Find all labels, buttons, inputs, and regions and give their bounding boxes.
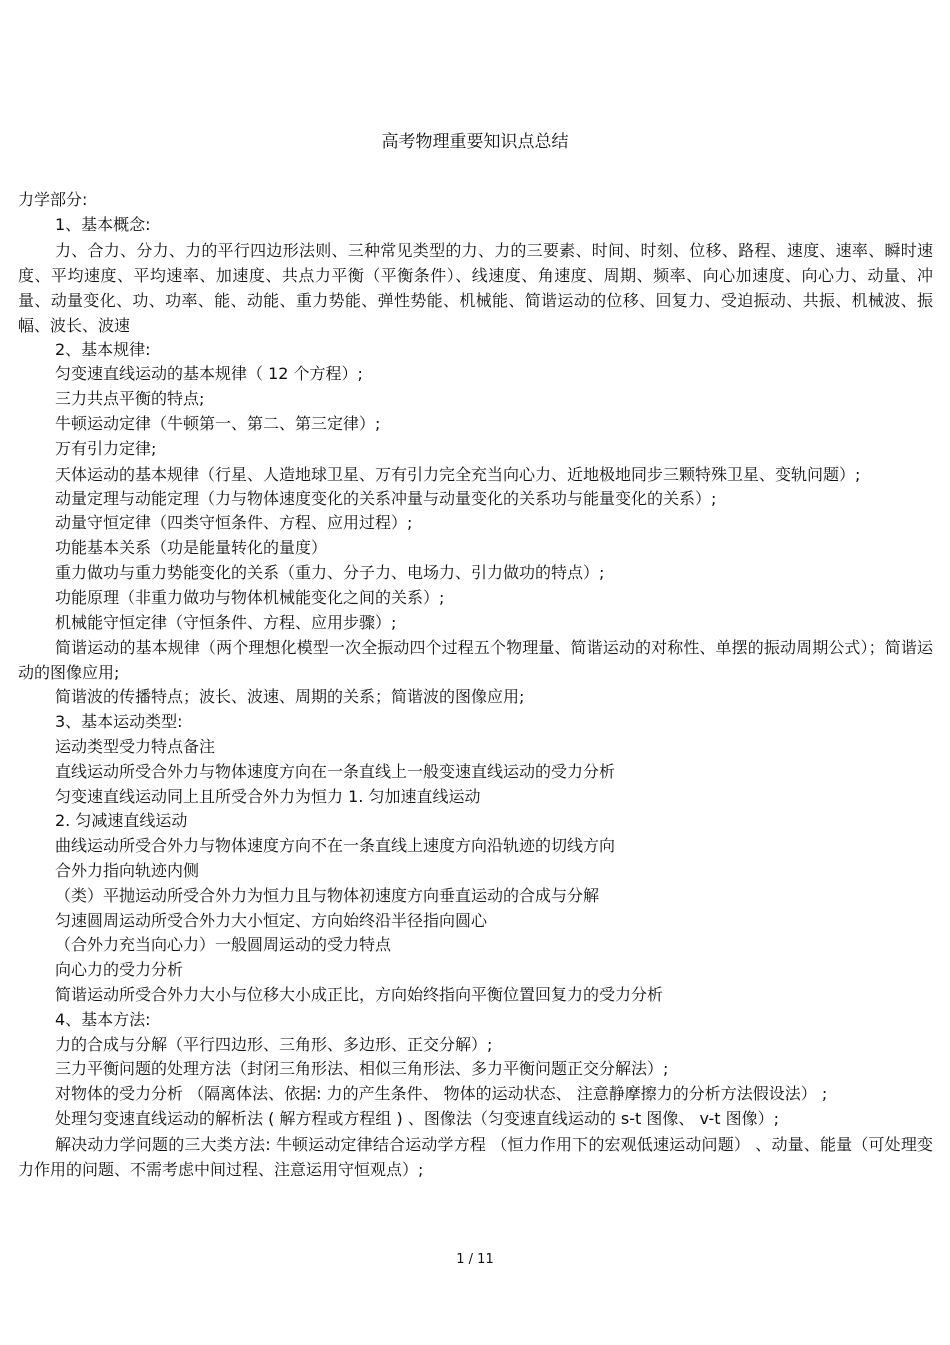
text-line: 匀变速直线运动同上且所受合外力为恒力 1. 匀加速直线运动 <box>55 786 481 806</box>
text-line: 直线运动所受合外力与物体速度方向在一条直线上一般变速直线运动的受力分析 <box>55 761 616 781</box>
text-line: 功能原理（非重力做功与物体机械能变化之间的关系）; <box>55 587 445 607</box>
text-line: （合外力充当向心力）一般圆周运动的受力特点 <box>55 935 392 955</box>
paragraph: 简谐运动的基本规律（两个理想化模型一次全振动四个过程五个物理量、简谐运动的对称性、单摆的振动周期公式）；简谐运动的图像应用; <box>18 638 933 683</box>
text-line: 三力共点平衡的特点; <box>55 389 205 409</box>
page-number: 1 / 11 <box>456 1252 494 1267</box>
text-line: 简谐运动所受合外力大小与位移大小成正比，方向始终指向平衡位置回复力的受力分析 <box>55 984 664 1004</box>
text-line: 重力做功与重力势能变化的关系（重力、分子力、电场力、引力做功的特点）; <box>55 562 605 582</box>
text-line: 4、基本方法: <box>55 1009 151 1029</box>
text-line: 动量定理与动能定理（力与物体速度变化的关系冲量与动量变化的关系功与能量变化的关系）; <box>55 488 717 508</box>
document-title: 高考物理重要知识点总结 <box>381 132 569 152</box>
text-line: 处理匀变速直线运动的解析法 ( 解方程或方程组 ) 、图像法（匀变速直线运动的 s-t 图像、 v-t 图像）; <box>55 1108 780 1128</box>
text-line: 力的合成与分解（平行四边形、三角形、多边形、正交分解）; <box>55 1034 493 1054</box>
text-line: 匀变速直线运动的基本规律（ 12 个方程）; <box>55 364 363 384</box>
text-line: 1、基本概念: <box>55 214 151 234</box>
paragraph: 力、合力、分力、力的平行四边形法则、三种常见类型的力、力的三要素、时间、时刻、位移、路程、速度、速率、瞬时速度、平均速度、平均速率、加速度、共点力平衡（平衡条件）、线速度、角速度、周期、频率、向心加速度、向心力、动量、冲量、动量变化、功、功率、能、动能、重力势能、弹性势能、机械能、简谐运动的位移、回复力、受迫振动、共振、机械波、振幅、波长、波速 <box>18 240 933 335</box>
text-line: （类）平抛运动所受合外力为恒力且与物体初速度方向垂直运动的合成与分解 <box>55 885 600 905</box>
paragraph: 天体运动的基本规律（行星、人造地球卫星、万有引力完全充当向心力、近地极地同步三颗特殊卫星、变轨问题）; <box>55 464 861 484</box>
paragraph: 解决动力学问题的三大类方法: 牛顿运动定律结合运动学方程 （恒力作用下的宏观低速运动问题） 、动量、能量（可处理变力作用的问题、不需考虑中间过程、注意运用守恒观点）; <box>18 1134 933 1179</box>
text-line: 力学部分: <box>18 190 88 209</box>
text-line: 牛顿运动定律（牛顿第一、第二、第三定律）; <box>55 413 381 433</box>
document-body <box>18 188 933 1182</box>
text-line: 动量守恒定律（四类守恒条件、方程、应用过程）; <box>55 513 413 533</box>
text-line: 3、基本运动类型: <box>55 712 183 732</box>
text-line: 万有引力定律; <box>55 438 157 458</box>
text-line: 运动类型受力特点备注 <box>55 736 216 756</box>
text-line: 曲线运动所受合外力与物体速度方向不在一条直线上速度方向沿轨迹的切线方向 <box>55 836 616 856</box>
text-line: 合外力指向轨迹内侧 <box>55 860 200 880</box>
text-line: 匀速圆周运动所受合外力大小恒定、方向始终沿半径指向圆心 <box>55 910 488 930</box>
text-line: 三力平衡问题的处理方法（封闭三角形法、相似三角形法、多力平衡问题正交分解法）; <box>55 1059 669 1079</box>
text-line: 简谐波的传播特点；波长、波速、周期的关系；简谐波的图像应用; <box>55 687 525 707</box>
text-line: 机械能守恒定律（守恒条件、方程、应用步骤）; <box>55 612 397 632</box>
text-line: 功能基本关系（功是能量转化的量度） <box>55 538 328 558</box>
text-line: 向心力的受力分析 <box>55 960 184 980</box>
text-line: 2. 匀减速直线运动 <box>55 811 188 831</box>
text-line: 对物体的受力分析 （隔离体法、依据: 力的产生条件、 物体的运动状态、 注意静摩擦力的分析方法假设法） ; <box>55 1084 828 1104</box>
text-line: 2、基本规律: <box>55 339 151 359</box>
